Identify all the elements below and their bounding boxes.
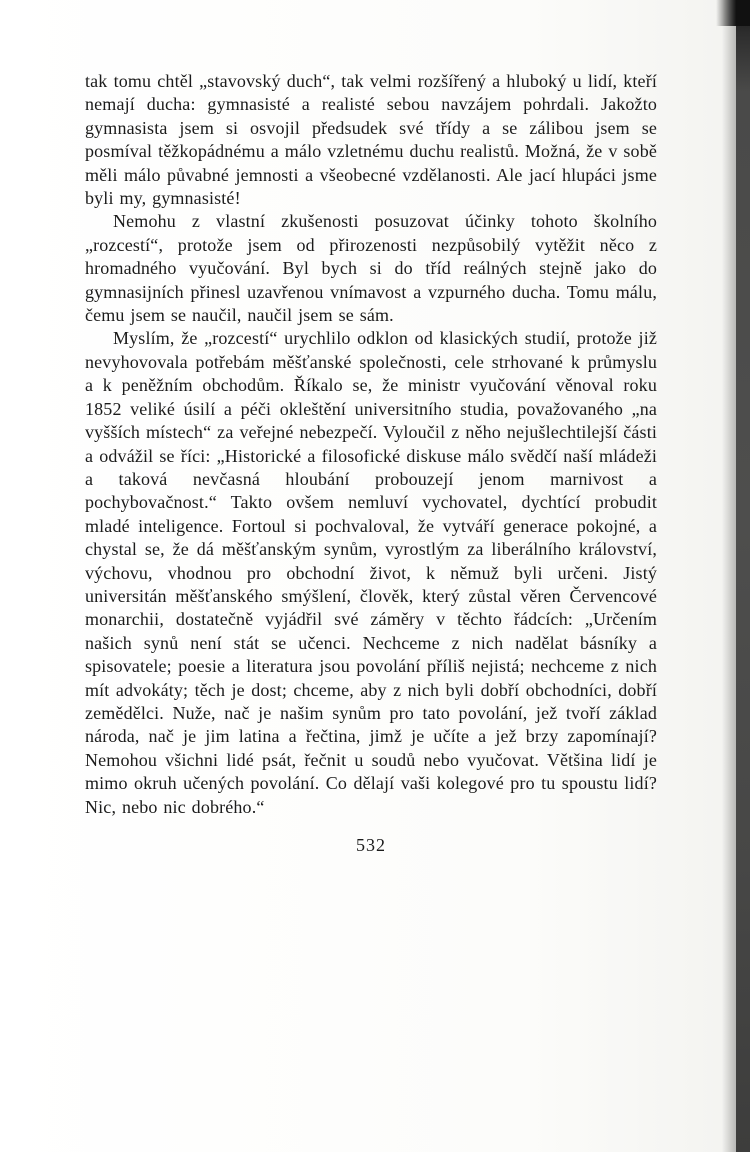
body-paragraph: Nemohu z vlastní zkušenosti posuzovat účinky tohoto školního „rozcestí“, protože jsem od přirozenosti nezpůsobilý vytěžit něco z hromadného vyučování. Byl bych si do tříd reálných stejně jako do gymnasijních přinesl uzavřenou vnímavost a vzpurného ducha. Tomu málu, čemu jsem se naučil, naučil jsem se sám. bbox=[85, 211, 657, 326]
scan-corner-shadow bbox=[716, 0, 750, 26]
scan-edge-shadow bbox=[736, 0, 750, 1152]
scan-edge-fade bbox=[722, 0, 736, 1152]
page-text-block bbox=[85, 70, 657, 856]
body-paragraph: Myslím, že „rozcestí“ urychlilo odklon od klasických studií, protože již nevyhovovala potřebám měšťanské společnosti, cele strhované k průmyslu a k peněžním obchodům. Říkalo se, že ministr vyučování věnoval roku 1852 veliké úsilí a péči okleštění universitního studia, považovaného „na vyšších místech“ za veřejné nebezpečí. Vyloučil z něho nejušlechtilejší části a odvážil se říci: „Historické a filosofické diskuse málo svědčí naší mládeži a taková nevčasná hloubání probouzejí jenom marnivost a pochybovačnost.“ Takto ovšem nemluví vychovatel, dychtící probudit mladé inteligence. Fortoul si pochvaloval, že vytváří generace pokojné, a chystal se, že dá měšťanským synům, vyrostlým za liberálního království, výchovu, vhodnou pro obchodní život, k němuž byli určeni. Jistý universitán měšťanského smýšlení, člověk, který zůstal věren Červencové monarchii, dostatečně vyjádřil své záměry v těchto řádcích: „Určením našich synů není stát se učenci. Nechceme z nich nadělat básníky a spisovatele; poesie a literatura jsou povolání příliš nejistá; nechceme z nich mít advokáty; těch je dost; chceme, aby z nich byli dobří obchodníci, dobří zemědělci. Nuže, nač je našim synům pro tato povolání, jež tvoří základ národa, nač je jim latina a řečtina, jimž je učíte a jež brzy zapomínají? Nemohou všichni lidé psát, řečnit u soudů nebo vyučovat. Většina lidí je mimo okruh učených povolání. Co dělají vaši kolegové pro tu spoustu lidí? Nic, nebo nic dobrého.“ bbox=[85, 328, 657, 817]
body-paragraph: tak tomu chtěl „stavovský duch“, tak velmi rozšířený a hluboký u lidí, kteří nemají ducha: gymnasisté a realisté sebou navzájem pohrdali. Jakožto gymnasista jsem si osvojil předsudek své třídy a se zálibou jsem se posmíval těžkopádnému a málo vzletnému duchu realistů. Možná, že v sobě měli málo půvabné jemnosti a všeobecné vzdělanosti. Ale jací hlupáci jsme byli my, gymnasisté! bbox=[85, 71, 657, 209]
page-number: 532 bbox=[356, 835, 386, 855]
